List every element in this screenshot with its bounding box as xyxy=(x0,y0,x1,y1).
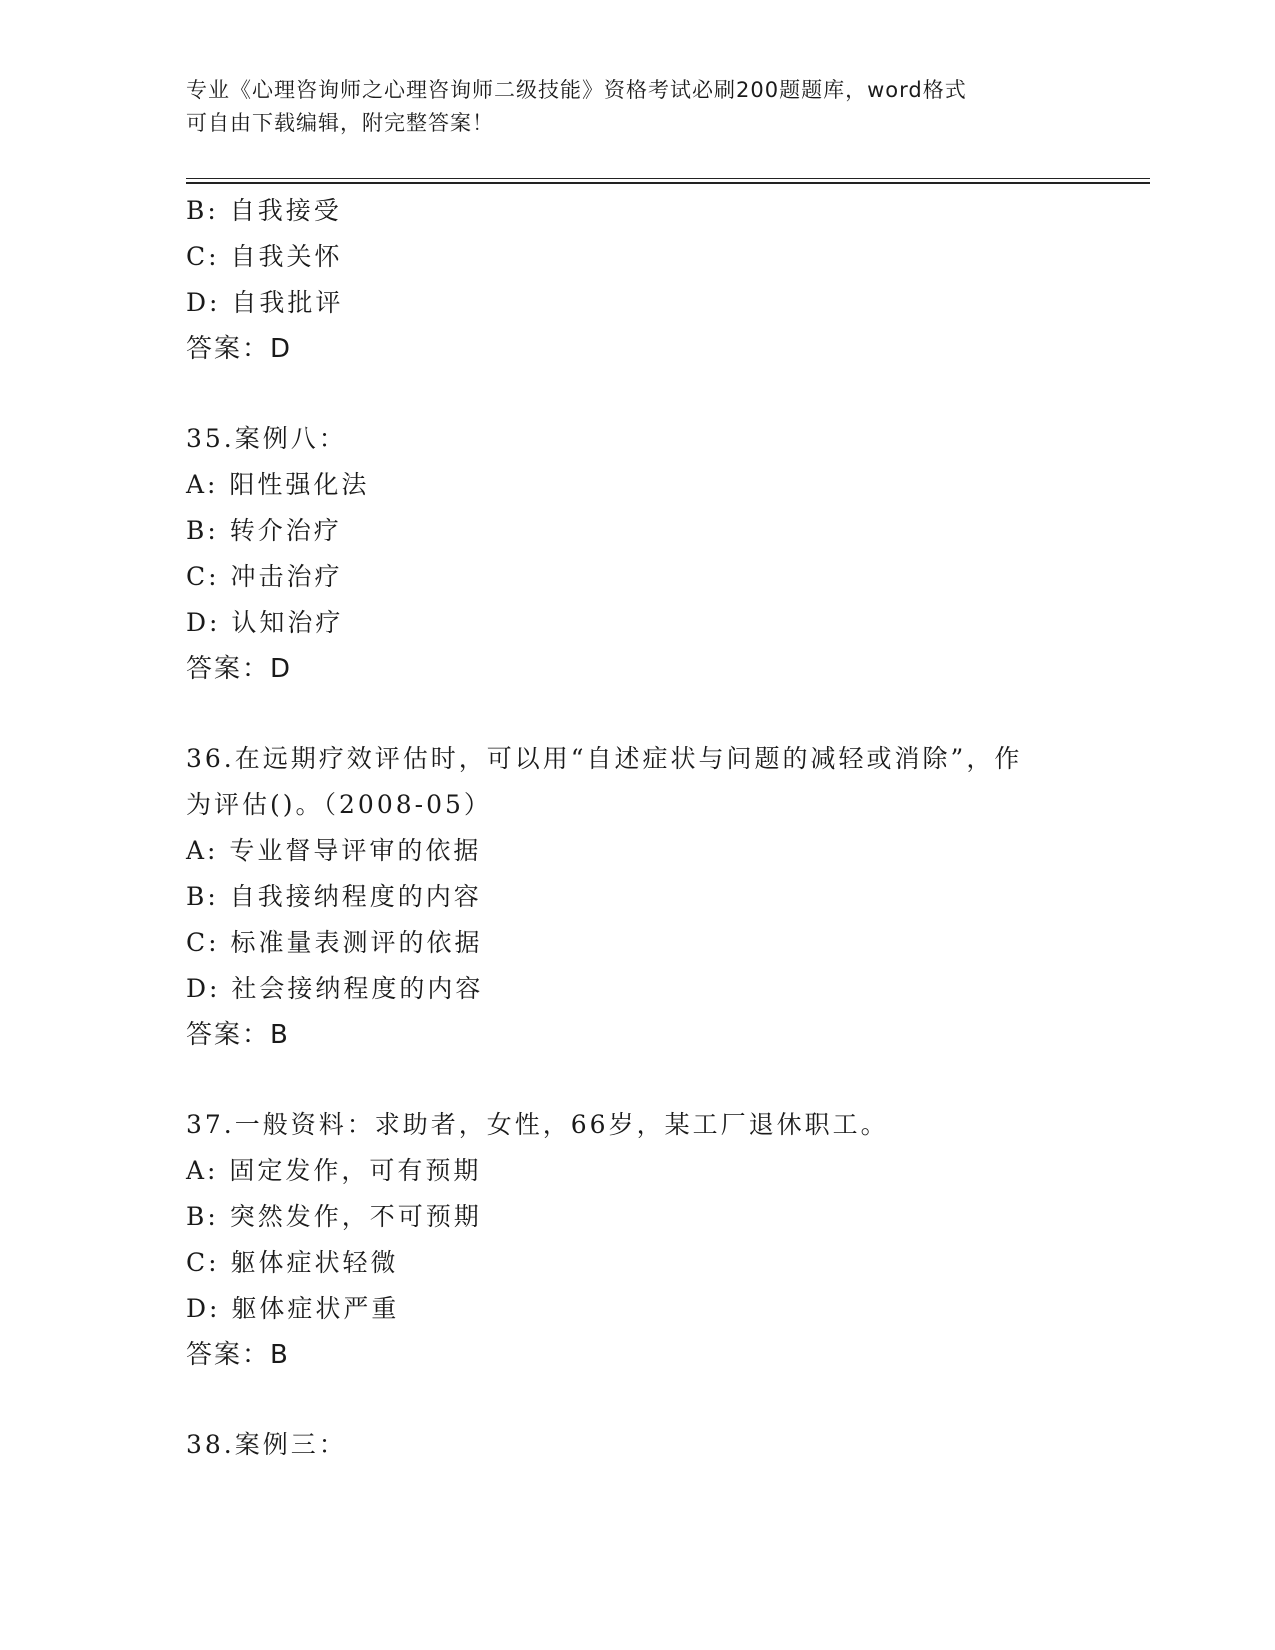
spacer xyxy=(186,1058,1086,1102)
spacer xyxy=(186,1378,1086,1422)
answer-line: 答案：B xyxy=(186,1340,290,1370)
question-list xyxy=(186,188,1086,1468)
header-line-1: 专业《心理咨询师之心理咨询师二级技能》资格考试必刷200题题库，word格式 xyxy=(186,78,967,102)
answer-line: 答案：D xyxy=(186,334,293,364)
option-b: B: 自我接受 xyxy=(186,196,342,225)
question-stem-line-2: 为评估()。（2008-05） xyxy=(186,790,492,819)
option-c: C: 标准量表测评的依据 xyxy=(186,928,483,957)
spacer xyxy=(186,372,1086,416)
question-37 xyxy=(186,1102,1086,1378)
spacer xyxy=(186,692,1086,736)
option-d: D: 自我批评 xyxy=(186,288,344,317)
header-divider-thin xyxy=(186,178,1150,179)
option-b: B: 转介治疗 xyxy=(186,516,342,545)
question-stem-line-1: 36.在远期疗效评估时，可以用“自述症状与问题的减轻或消除”，作 xyxy=(186,744,1023,773)
header-divider-thick xyxy=(186,182,1150,184)
option-c: C: 自我关怀 xyxy=(186,242,343,271)
option-b: B: 突然发作，不可预期 xyxy=(186,1202,482,1231)
answer-line: 答案：B xyxy=(186,1020,290,1050)
question-stem: 35.案例八： xyxy=(186,424,347,453)
option-a: A: 阳性强化法 xyxy=(186,470,370,499)
question-36 xyxy=(186,736,1086,1058)
question-34 xyxy=(186,188,1086,372)
option-a: A: 专业督导评审的依据 xyxy=(186,836,482,865)
question-38 xyxy=(186,1422,1086,1468)
page-header xyxy=(186,74,1086,140)
option-a: A: 固定发作，可有预期 xyxy=(186,1156,482,1185)
answer-line: 答案：D xyxy=(186,654,293,684)
option-d: D: 社会接纳程度的内容 xyxy=(186,974,484,1003)
option-d: D: 躯体症状严重 xyxy=(186,1294,400,1323)
question-stem: 37.一般资料：求助者，女性，66岁，某工厂退休职工。 xyxy=(186,1110,889,1139)
option-b: B: 自我接纳程度的内容 xyxy=(186,882,482,911)
option-d: D: 认知治疗 xyxy=(186,608,344,637)
question-stem: 38.案例三： xyxy=(186,1430,347,1459)
header-line-2: 可自由下载编辑，附完整答案！ xyxy=(186,111,494,135)
question-35 xyxy=(186,416,1086,692)
option-c: C: 冲击治疗 xyxy=(186,562,343,591)
option-c: C: 躯体症状轻微 xyxy=(186,1248,399,1277)
